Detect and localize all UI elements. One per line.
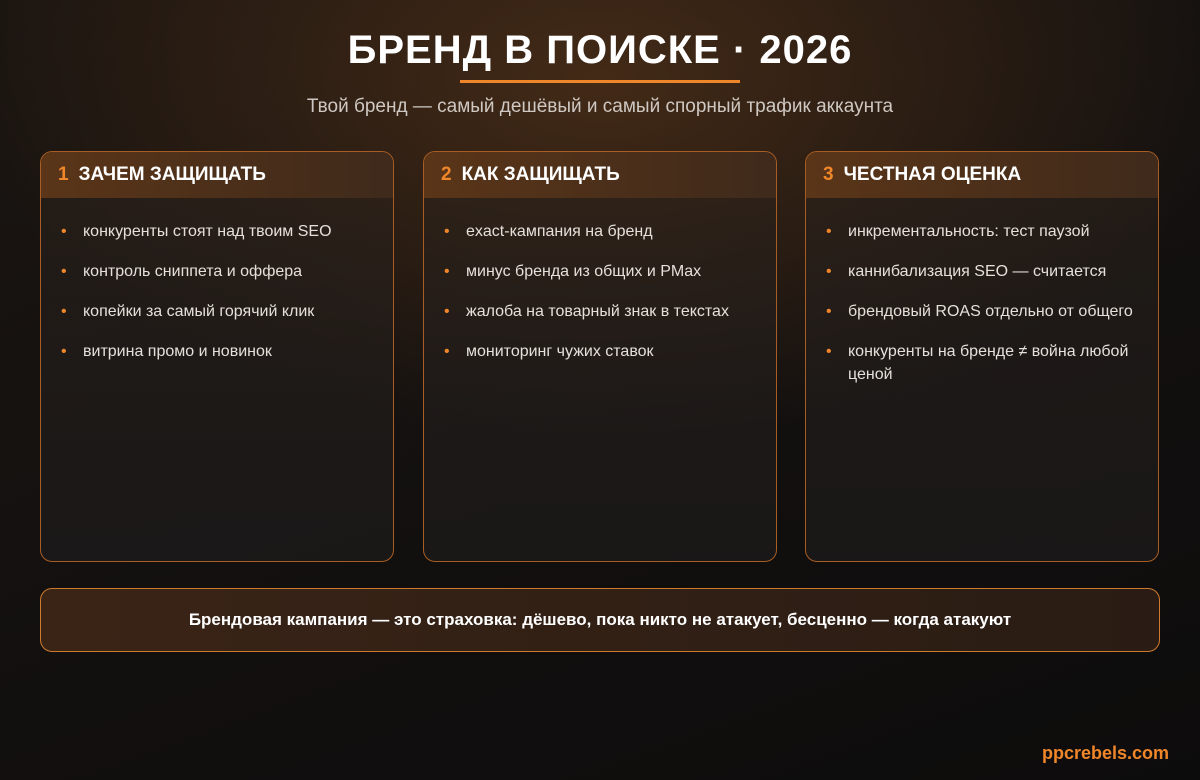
list-item [441,260,758,283]
bullet-icon: • [444,303,450,320]
card-why-protect [40,151,394,562]
list-item [58,340,375,363]
list-item [58,220,375,243]
page-title: БРЕНД В ПОИСКЕ · 2026 [347,28,853,72]
card-number: 1 [58,164,69,185]
list-item-text: exact-кампания на бренд [466,223,653,240]
list-item-text: минус бренда из общих и PMax [466,263,702,280]
list-item [823,260,1140,283]
list-item [823,340,1140,386]
list-item-text: брендовый ROAS отдельно от общего [848,303,1133,320]
bullet-icon: • [444,263,450,280]
bullet-icon: • [826,263,832,280]
list-item-text: конкуренты стоят над твоим SEO [83,223,332,240]
list-item [441,220,758,243]
card-title: КАК ЗАЩИЩАТЬ [461,164,620,185]
list-item-text: контроль сниппета и оффера [83,263,303,280]
list-item-text: копейки за самый горячий клик [83,303,315,320]
card-header [806,152,1158,198]
bullet-icon: • [826,223,832,240]
list-item [58,260,375,283]
list-item-text: жалоба на товарный знак в текстах [466,303,729,320]
list-item-text: конкуренты на бренде ≠ война любой ценой [848,343,1129,383]
card-number: 2 [441,164,452,185]
bullet-icon: • [826,343,832,360]
brand-link[interactable]: ppcrebels.com [1041,743,1169,763]
list-item-text: витрина промо и новинок [83,343,272,360]
list-item [823,220,1140,243]
card-list [424,198,776,363]
card-list [806,198,1158,386]
list-item [441,300,758,323]
card-title: ЧЕСТНАЯ ОЦЕНКА [843,164,1022,185]
card-honest-assessment [805,151,1159,562]
list-item [823,300,1140,323]
bullet-icon: • [61,343,67,360]
bullet-icon: • [61,263,67,280]
card-title: ЗАЧЕМ ЗАЩИЩАТЬ [78,164,266,185]
card-header [41,152,393,198]
bullet-icon: • [826,303,832,320]
bullet-icon: • [61,303,67,320]
list-item [441,340,758,363]
list-item-text: каннибализация SEO — считается [848,263,1107,280]
bullet-icon: • [61,223,67,240]
card-how-protect [423,151,777,562]
card-header [424,152,776,198]
footer-callout [40,588,1160,652]
list-item-text: инкрементальность: тест паузой [848,223,1090,240]
title-underline [460,80,740,83]
page-subtitle: Твой бренд — самый дешёвый и самый спорный трафик аккаунта [306,96,894,117]
bullet-icon: • [444,223,450,240]
bullet-icon: • [444,343,450,360]
list-item-text: мониторинг чужих ставок [466,343,654,360]
footer-text: Брендовая кампания — это страховка: дёшево, пока никто не атакует, бесценно — когда атакуют [188,610,1012,629]
card-list [41,198,393,363]
card-number: 3 [823,164,834,185]
list-item [58,300,375,323]
